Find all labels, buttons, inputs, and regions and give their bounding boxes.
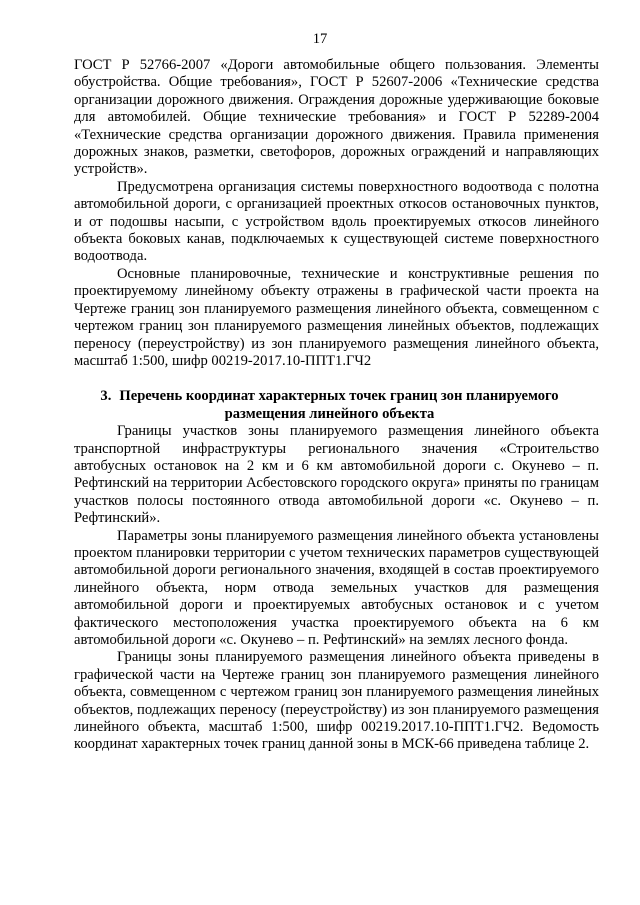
section-heading — [74, 388, 599, 423]
section-title: Перечень координат характерных точек границ зон планируемого размещения линейного объекта — [119, 388, 559, 422]
section-spacer — [74, 370, 599, 388]
page-number: 17 — [312, 31, 328, 47]
section-number: 3. — [100, 388, 112, 405]
paragraph-planning-decisions: Основные планировочные, технические и конструктивные решения по проектируемому линейному объекту отражены в графической части проекта на Чертеже границ зон планируемого размещения линейного объекта, совмещенном с чертежом границ зон планируемого размещения линейных объектов, подлежащих переносу (переустройству) из зон планируемого размещения линейного объекта, масштаб 1:500, шифр 00219-2017.10-ППТ1.ГЧ2 — [74, 265, 599, 369]
paragraph-zone-parameters: Параметры зоны планируемого размещения линейного объекта установлены проектом планировки территории с учетом технических параметров существующей автомобильной дороги регионального значения, входящей в состав проектируемого линейного объекта, норм отвода земельных участков для размещения автомобильной дороги и проектируемых автобусных остановок и с учетом фактического местоположения участка проектируемого объекта на 6 км автомобильной дороги «с. Окунево – п. Рефтинский» на землях лесного фонда. — [74, 527, 599, 648]
paragraph-graphic-reference: Границы зоны планируемого размещения линейного объекта приведены в графической части на Чертеже границ зон планируемого размещения линейного объекта, совмещенном с чертежом границ зон планируемого размещения линейных объектов, подлежащих переносу (переустройству) из зон планируемого размещения линейного объекта, масштаб 1:500, шифр 00219.2017.10-ППТ1.ГЧ2. Ведомость координат характерных точек границ данной зоны в МСК-66 приведена таблице 2. — [74, 649, 599, 753]
paragraph-gost-references: ГОСТ Р 52766-2007 «Дороги автомобильные общего пользования. Элементы обустройства. Общие требования», ГОСТ Р 52607-2006 «Технические средства организации дорожного движения. Ограждения дорожные удерживающие боковые для автомобилей. Общие технические требования» и ГОСТ Р 52289-2004 «Технические средства организации дорожного движения. Правила применения дорожных знаков, разметки, светофоров, дорожных ограждений и направляющих устройств». — [74, 57, 599, 178]
page-content — [74, 57, 599, 754]
paragraph-zone-boundaries: Границы участков зоны планируемого размещения линейного объекта транспортной инфраструктуры регионального значения «Строительство автобусных остановок на 2 км и 6 км автомобильной дороги с. Окунево – п. Рефтинский на территории Асбестовского городского округа» приняты по границам участков полосы постоянного отвода автомобильной дороги «с. Окунево – п. Рефтинский». — [74, 423, 599, 527]
paragraph-drainage: Предусмотрена организация системы поверхностного водоотвода с полотна автомобильной дороги, с организацией проектных откосов остановочных пунктов, и от подошвы насыпи, с устройством вдоль проектируемых откосов линейного объекта боковых канав, подключаемых к существующей системе поверхностного водоотвода. — [74, 178, 599, 265]
